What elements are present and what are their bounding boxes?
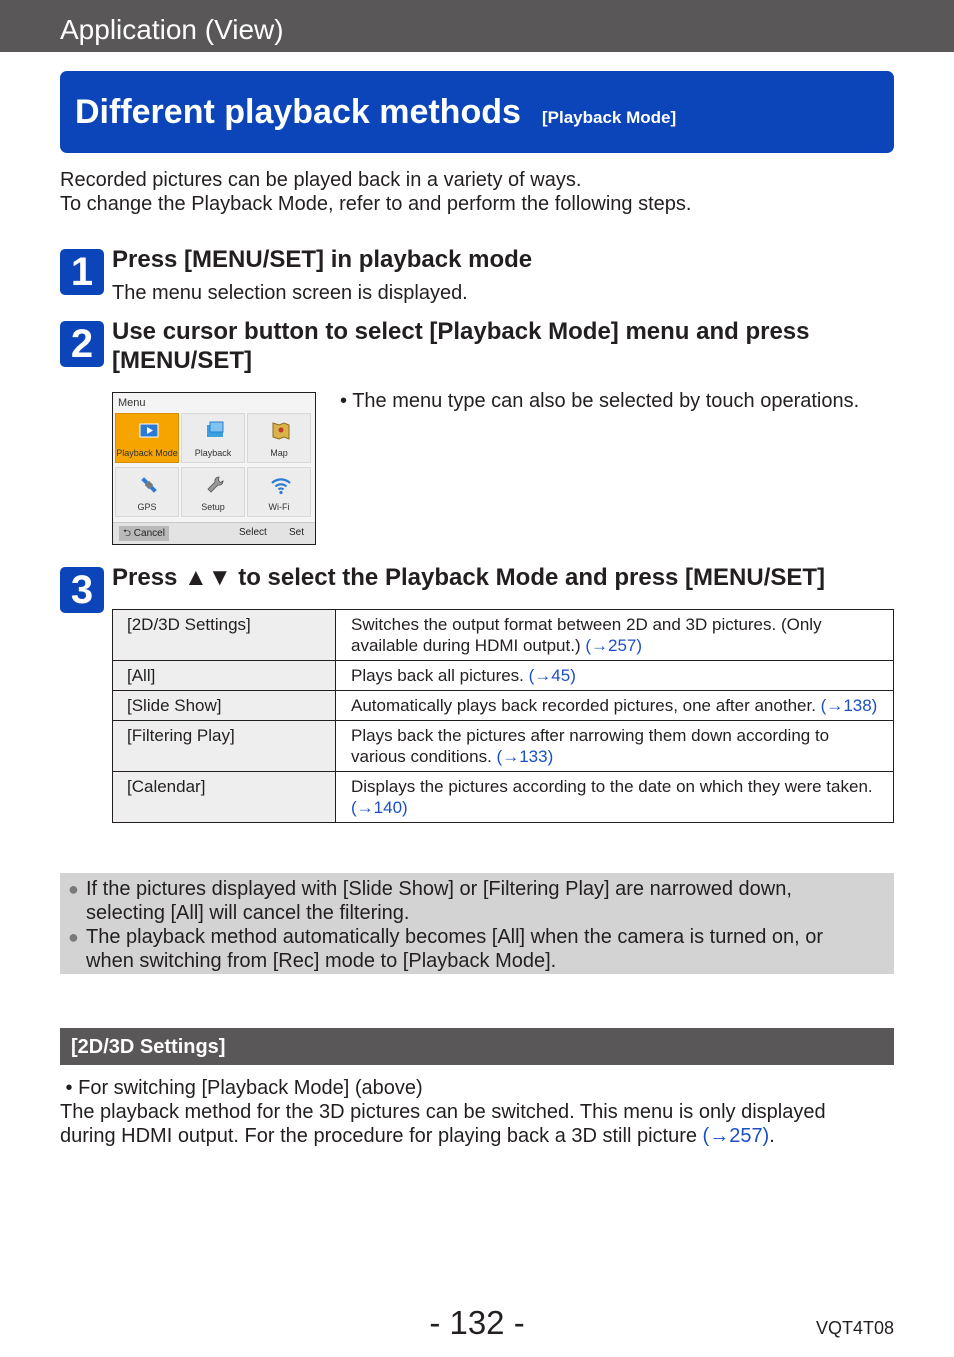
bullet-icon: ● — [68, 927, 79, 947]
section-title: Application (View) — [60, 14, 284, 45]
page-reference-link[interactable]: (→45) — [528, 666, 576, 685]
menu-tile-label: Playback — [194, 448, 232, 458]
step-3-badge: 3 — [60, 567, 104, 613]
mode-description: Displays the pictures according to the date on which they were taken. (→140) — [336, 772, 894, 823]
document-code: VQT4T08 — [815, 1318, 894, 1338]
mode-name: [Calendar] — [113, 772, 336, 823]
menu-tile-playback — [181, 413, 245, 463]
page-number: - 132 - — [429, 1304, 525, 1341]
page-reference-link[interactable]: (→133) — [496, 747, 554, 766]
menu-cancel-label: ⮌ Cancel — [119, 526, 169, 541]
table-row — [113, 691, 894, 721]
mode-name: [Slide Show] — [113, 691, 336, 721]
menu-tile-label: Wi-Fi — [268, 502, 290, 512]
menu-tile-label: Map — [270, 448, 288, 458]
step-1-badge: 1 — [60, 249, 104, 295]
menu-screen-image — [112, 392, 316, 545]
step-2-heading-line-1: Use cursor button to select [Playback Mode] menu and press — [112, 318, 810, 345]
step-3-heading: Press ▲▼ to select the Playback Mode and press [MENU/SET] — [112, 564, 826, 591]
mode-name: [Filtering Play] — [113, 721, 336, 772]
intro-line-2: To change the Playback Mode, refer to and perform the following steps. — [60, 193, 692, 215]
back-arrow-icon: ⮌ — [123, 528, 132, 539]
page-title-box — [60, 71, 894, 153]
mode-description: Switches the output format between 2D and 3D pictures. (Only available during HDMI output.) (→257) — [336, 610, 894, 661]
menu-set-label: Set — [289, 527, 305, 538]
touch-operation-note: • The menu type can also be selected by touch operations. — [340, 390, 860, 412]
subsection-line-1: The playback method for the 3D pictures can be switched. This menu is only displayed — [60, 1101, 826, 1123]
subsection-title: [2D/3D Settings] — [71, 1036, 226, 1058]
menu-tile-wifi — [247, 467, 311, 517]
page-reference-link[interactable]: (→257) — [702, 1125, 770, 1147]
bullet-icon: ● — [68, 879, 79, 899]
menu-tile-label: GPS — [137, 502, 157, 512]
table-row — [113, 661, 894, 691]
menu-screen-bottom-bar — [113, 522, 315, 544]
table-row — [113, 721, 894, 772]
page-subtitle: [Playback Mode] — [542, 108, 677, 127]
section-header-bar — [0, 0, 954, 52]
menu-tile-gps — [115, 467, 179, 517]
mode-name: [All] — [113, 661, 336, 691]
menu-select-label: Select — [239, 527, 267, 538]
mode-name: [2D/3D Settings] — [113, 610, 336, 661]
mode-description: Plays back all pictures. (→45) — [336, 661, 894, 691]
step-2-heading — [112, 317, 810, 375]
table-row — [113, 610, 894, 661]
subsection-header-bar — [60, 1028, 894, 1065]
subsection-text — [60, 1076, 826, 1148]
wrench-icon — [204, 474, 226, 496]
notes-box — [60, 873, 894, 974]
page-title: Different playback methods — [75, 93, 521, 131]
playback-mode-icon — [138, 420, 160, 442]
wifi-icon — [270, 474, 292, 496]
playback-mode-table — [112, 609, 894, 823]
step-2-badge: 2 — [60, 321, 104, 367]
note-item: ● If the pictures displayed with [Slide Show] or [Filtering Play] are narrowed down, selecting [All] will cancel the filtering. — [68, 878, 792, 924]
step-1-heading: Press [MENU/SET] in playback mode — [112, 246, 533, 273]
menu-tile-playback-mode — [115, 413, 179, 463]
page-reference-link[interactable]: (→140) — [351, 798, 408, 817]
intro-text — [60, 168, 691, 216]
playback-icon — [204, 420, 226, 442]
menu-tile-label: Playback Mode — [116, 448, 178, 458]
mode-description: Plays back the pictures after narrowing them down according to various conditions. (→133) — [336, 721, 894, 772]
page-reference-link[interactable]: (→138) — [820, 696, 878, 715]
menu-screen-title: Menu — [118, 397, 146, 409]
map-icon — [270, 420, 292, 442]
menu-tile-setup — [181, 467, 245, 517]
mode-description: Automatically plays back recorded pictures, one after another. (→138) — [336, 691, 894, 721]
step-1-description: The menu selection screen is displayed. — [112, 282, 468, 304]
note-item: ● The playback method automatically becomes [All] when the camera is turned on, or when switching from [Rec] mode to [Playback Mode]. — [68, 926, 824, 972]
subsection-line-2: during HDMI output. For the procedure for playing back a 3D still picture (→257). — [60, 1125, 775, 1147]
menu-tile-map — [247, 413, 311, 463]
table-row — [113, 772, 894, 823]
page-reference-link[interactable]: (→257) — [585, 636, 643, 655]
step-2-heading-line-2: [MENU/SET] — [112, 347, 252, 374]
subsection-bullet: • For switching [Playback Mode] (above) — [60, 1077, 423, 1099]
menu-tile-label: Setup — [201, 502, 225, 512]
intro-line-1: Recorded pictures can be played back in a variety of ways. — [60, 169, 582, 191]
gps-icon — [138, 474, 160, 496]
